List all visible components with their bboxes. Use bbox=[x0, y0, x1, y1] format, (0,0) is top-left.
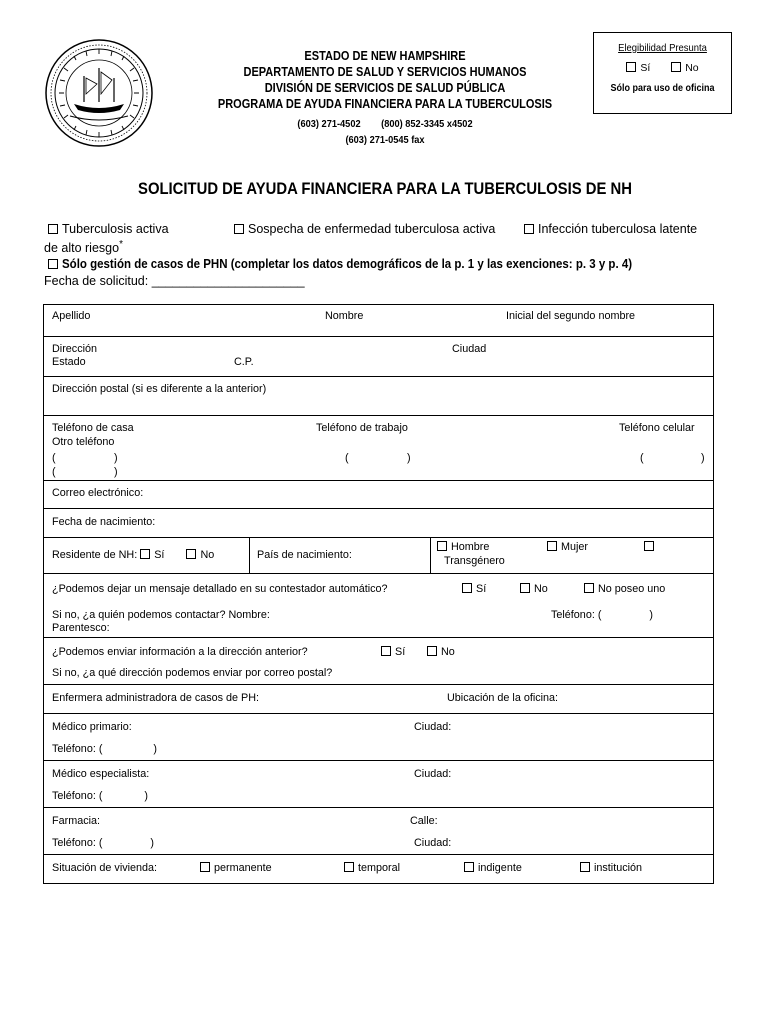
asterisk-note: * bbox=[119, 239, 123, 250]
mail-no-checkbox[interactable] bbox=[427, 646, 437, 656]
phn-only-checkbox[interactable] bbox=[48, 259, 58, 269]
case-manager-row[interactable] bbox=[44, 685, 713, 714]
mail-yes-label: Sí bbox=[395, 646, 406, 658]
header-fax: (603) 271-0545 fax bbox=[345, 134, 425, 146]
housing-temporary-checkbox[interactable] bbox=[344, 862, 354, 872]
state-seal-icon bbox=[44, 38, 154, 148]
form-title: SOLICITUD DE AYUDA FINANCIERA PARA LA TUBERCULOSIS DE NH bbox=[138, 180, 632, 198]
home-phone-paren-open: ( bbox=[52, 452, 56, 464]
primary-physician-phone-label: Teléfono: ( ) bbox=[52, 743, 158, 755]
mailing-address-row[interactable] bbox=[44, 377, 713, 416]
no-machine-checkbox[interactable] bbox=[584, 583, 594, 593]
male-checkbox[interactable] bbox=[437, 541, 447, 551]
specialist-phone-label: Teléfono: ( ) bbox=[52, 790, 149, 802]
specialist-city-label: Ciudad: bbox=[414, 768, 452, 780]
female-label: Mujer bbox=[561, 541, 588, 553]
birthdate-label: Fecha de nacimiento: bbox=[52, 516, 156, 528]
email-label: Correo electrónico: bbox=[52, 487, 144, 499]
pharmacy-label: Farmacia: bbox=[52, 815, 100, 827]
other-phone-paren-open: ( bbox=[52, 466, 56, 478]
name-row[interactable] bbox=[44, 305, 713, 337]
message-yes-label: Sí bbox=[476, 583, 487, 595]
pharmacy-phone-label: Teléfono: ( ) bbox=[52, 837, 155, 849]
applicant-form bbox=[43, 304, 714, 884]
work-phone-label: Teléfono de trabajo bbox=[316, 422, 408, 434]
presumptive-no-label: No bbox=[685, 62, 699, 74]
mail-question: ¿Podemos enviar información a la dirección anterior? bbox=[52, 646, 308, 658]
housing-temporary-label: temporal bbox=[358, 862, 401, 874]
primary-physician-label: Médico primario: bbox=[52, 721, 132, 733]
nh-resident-yes-checkbox[interactable] bbox=[140, 549, 150, 559]
cell-phone-label: Teléfono celular bbox=[619, 422, 695, 434]
specialist-row[interactable] bbox=[44, 761, 713, 808]
housing-homeless-label: indigente bbox=[478, 862, 522, 874]
nh-resident-yes-label: Sí bbox=[154, 549, 165, 561]
address-row[interactable] bbox=[44, 337, 713, 377]
alt-mail-address-label[interactable]: Si no, ¿a qué dirección podemos enviar por correo postal? bbox=[52, 667, 333, 679]
first-name-label: Nombre bbox=[325, 310, 364, 322]
contact-phone-label[interactable]: Teléfono: ( ) bbox=[551, 609, 654, 621]
work-phone-paren-close: ) bbox=[407, 452, 411, 464]
case-manager-label: Enfermera administradora de casos de PH: bbox=[52, 692, 260, 704]
message-yes-checkbox[interactable] bbox=[462, 583, 472, 593]
office-use-box bbox=[593, 32, 732, 114]
housing-permanent-label: permanente bbox=[214, 862, 272, 874]
email-row[interactable] bbox=[44, 481, 713, 509]
latent-tb-checkbox[interactable] bbox=[524, 224, 534, 234]
suspected-tb-checkbox[interactable] bbox=[234, 224, 244, 234]
nh-resident-no-label: No bbox=[200, 549, 215, 561]
presumptive-no-checkbox[interactable] bbox=[671, 62, 681, 72]
pharmacy-city-label: Ciudad: bbox=[414, 837, 452, 849]
pharmacy-street-label: Calle: bbox=[410, 815, 438, 827]
mail-permission-row bbox=[44, 638, 713, 685]
residency-divider bbox=[249, 538, 250, 573]
housing-institution-checkbox[interactable] bbox=[580, 862, 590, 872]
gender-divider bbox=[430, 538, 431, 573]
housing-homeless-checkbox[interactable] bbox=[464, 862, 474, 872]
primary-physician-city-label: Ciudad: bbox=[414, 721, 452, 733]
nh-resident-no-checkbox[interactable] bbox=[186, 549, 196, 559]
phones-row[interactable] bbox=[44, 416, 713, 481]
message-question: ¿Podemos dejar un mensaje detallado en su contestador automático? bbox=[52, 583, 388, 595]
cell-phone-paren-open: ( bbox=[640, 452, 644, 464]
mail-no-label: No bbox=[441, 646, 455, 658]
pharmacy-row[interactable] bbox=[44, 808, 713, 855]
mail-yes-checkbox[interactable] bbox=[381, 646, 391, 656]
latent-tb-label: Infección tuberculosa latente bbox=[538, 222, 698, 236]
male-label: Hombre bbox=[451, 541, 490, 553]
relationship-label[interactable]: Parentesco: bbox=[52, 622, 110, 634]
work-phone-paren-open: ( bbox=[345, 452, 349, 464]
latent-tb-label-cont: de alto riesgo bbox=[44, 241, 120, 256]
office-box-title: Elegibilidad Presunta bbox=[618, 42, 707, 54]
housing-row bbox=[44, 855, 713, 883]
agency-header bbox=[196, 48, 574, 148]
header-line-state: ESTADO DE NEW HAMPSHIRE bbox=[304, 49, 466, 63]
transgender-checkbox[interactable] bbox=[644, 541, 654, 551]
residency-row bbox=[44, 538, 713, 574]
primary-physician-row[interactable] bbox=[44, 714, 713, 761]
last-name-label: Apellido bbox=[52, 310, 91, 322]
home-phone-label: Teléfono de casa bbox=[52, 422, 134, 434]
city-label: Ciudad bbox=[452, 343, 487, 355]
office-use-note: Sólo para uso de oficina bbox=[610, 83, 715, 94]
intro-section bbox=[46, 220, 726, 291]
presumptive-yes-label: Sí bbox=[640, 62, 651, 74]
message-no-label: No bbox=[534, 583, 548, 595]
office-location-label: Ubicación de la oficina: bbox=[447, 692, 559, 704]
suspected-tb-label: Sospecha de enfermedad tuberculosa activa bbox=[248, 222, 496, 236]
housing-permanent-checkbox[interactable] bbox=[200, 862, 210, 872]
phn-only-label: Sólo gestión de casos de PHN (completar los datos demográficos de la p. 1 y las exenciones: p. 3 y p. 4) bbox=[62, 257, 633, 271]
birth-country-label[interactable]: País de nacimiento: bbox=[257, 549, 352, 561]
contact-name-label[interactable]: Si no, ¿a quién podemos contactar? Nombre: bbox=[52, 609, 270, 621]
female-checkbox[interactable] bbox=[547, 541, 557, 551]
header-line-division: DIVISIÓN DE SERVICIOS DE SALUD PÚBLICA bbox=[264, 81, 506, 95]
cell-phone-paren-close: ) bbox=[701, 452, 705, 464]
middle-initial-label: Inicial del segundo nombre bbox=[506, 310, 636, 322]
header-phones: (603) 271-4502 (800) 852-3345 x4502 bbox=[297, 118, 473, 130]
header-line-program: PROGRAMA DE AYUDA FINANCIERA PARA LA TUBERCULOSIS bbox=[217, 97, 553, 111]
header-line-department: DEPARTAMENTO DE SALUD Y SERVICIOS HUMANOS bbox=[243, 65, 527, 79]
state-label: Estado bbox=[52, 356, 86, 368]
presumptive-yes-checkbox[interactable] bbox=[626, 62, 636, 72]
application-date-field[interactable]: Fecha de solicitud: ______________________ bbox=[44, 274, 305, 288]
nh-resident-label: Residente de NH: bbox=[52, 549, 138, 561]
specialist-label: Médico especialista: bbox=[52, 768, 150, 780]
address-label: Dirección bbox=[52, 343, 98, 355]
zip-label: C.P. bbox=[234, 356, 254, 368]
message-row bbox=[44, 574, 713, 638]
message-no-checkbox[interactable] bbox=[520, 583, 530, 593]
other-phone-label: Otro teléfono bbox=[52, 436, 115, 448]
transgender-label: Transgénero bbox=[444, 555, 505, 567]
birthdate-row[interactable] bbox=[44, 509, 713, 538]
home-phone-paren-close: ) bbox=[114, 452, 118, 464]
active-tb-label: Tuberculosis activa bbox=[62, 222, 169, 236]
mailing-address-label: Dirección postal (si es diferente a la anterior) bbox=[52, 383, 267, 395]
other-phone-paren-close: ) bbox=[114, 466, 118, 478]
active-tb-checkbox[interactable] bbox=[48, 224, 58, 234]
housing-institution-label: institución bbox=[594, 862, 643, 874]
no-machine-label: No poseo uno bbox=[598, 583, 666, 595]
housing-label: Situación de vivienda: bbox=[52, 862, 158, 874]
